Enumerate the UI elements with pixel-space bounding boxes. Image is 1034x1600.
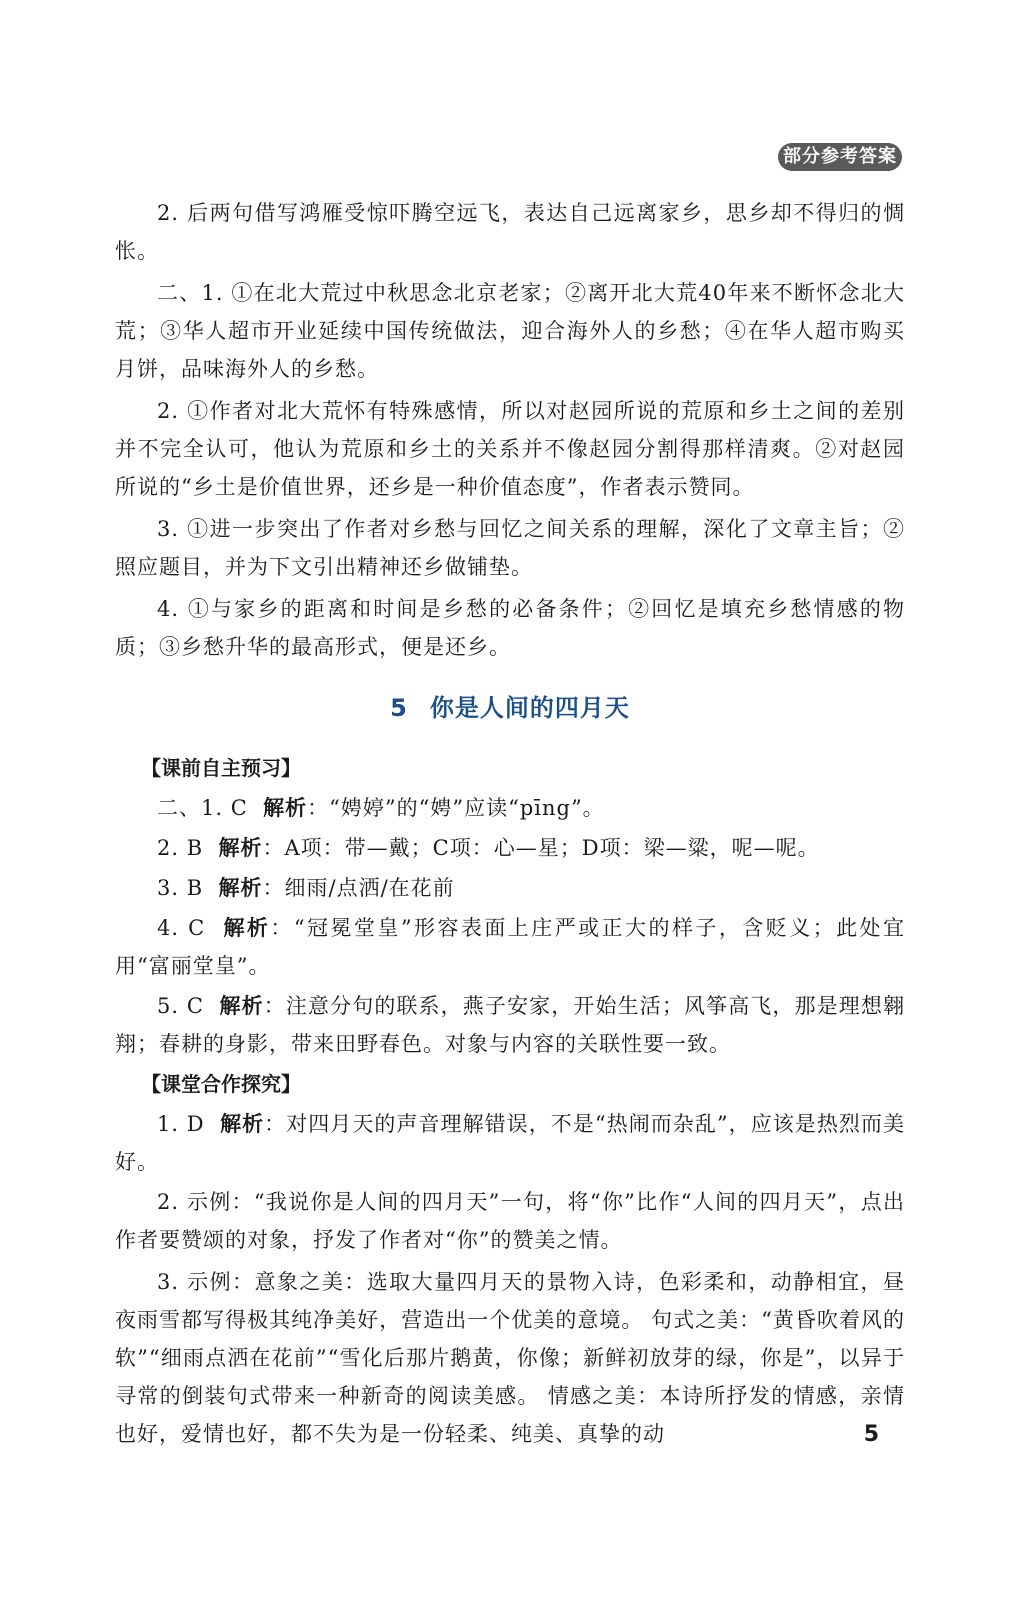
answer-prefix: 3. B — [157, 876, 204, 900]
answer-paragraph: 4. ①与家乡的距离和时间是乡愁的必备条件；②回忆是填充乡愁情感的物质；③乡愁升华的最高形式，便是还乡。 — [115, 597, 905, 659]
answer-prefix: 5. C — [157, 994, 204, 1018]
page-content — [115, 194, 905, 1457]
explore-answer-2: 2. 示例：“我说你是人间的四月天”一句，将“你”比作“人间的四月天”，点出作者要赞颂的对象，抒发了作者对“你”的赞美之情。 — [115, 1190, 905, 1252]
preview-answer-2 — [115, 829, 905, 867]
answer-paragraph: 二、1. ①在北大荒过中秋思念北京老家；②离开北大荒40年来不断怀念北大荒；③华人超市开业延续中国传统做法，迎合海外人的乡愁；④在华人超市购买月饼，品味海外人的乡愁。 — [115, 281, 905, 381]
answer-prefix: 二、1. C — [157, 796, 248, 820]
explore-answer-3: 3. 示例：意象之美：选取大量四月天的景物入诗，色彩柔和，动静相宜，昼夜雨雪都写得极其纯净美好，营造出一个优美的意境。 句式之美：“黄昏吹着风的软”“细雨点洒在花前”“雪化后那片鹅黄，你像；新鲜初放芽的绿，你是”，以异于寻常的倒装句式带来一种新奇的阅读美感。 情感之美：本诗所抒发的情感，亲情也好，爱情也好，都不失为是一份轻柔、纯美、真挚的动 — [115, 1270, 905, 1446]
answer-text: ：A项：带—戴；C项：心—星；D项：梁—粱，呢—呢。 — [262, 836, 820, 860]
answer-text: ：“娉婷”的“娉”应读“pīng”。 — [307, 796, 605, 820]
analysis-label: 解析 — [223, 916, 271, 940]
preview-answer-4 — [115, 909, 905, 985]
analysis-label: 解析 — [220, 1112, 265, 1136]
analysis-label: 解析 — [218, 836, 263, 860]
explore-heading: 【课堂合作探究】 — [141, 1072, 301, 1096]
answer-text: ：“冠冕堂皇”形容表面上庄严或正大的样子，含贬义；此处宜用“富丽堂皇”。 — [115, 916, 905, 978]
answer-paragraph: 2. 后两句借写鸿雁受惊吓腾空远飞，表达自己远离家乡，思乡却不得归的惆怅。 — [115, 201, 905, 263]
answer-text: ：注意分句的联系，燕子安家，开始生活；风筝高飞，那是理想翱翔；春耕的身影，带来田野春色。对象与内容的关联性要一致。 — [115, 994, 906, 1056]
answer-text: ：细雨/点洒/在花前 — [262, 876, 455, 900]
answer-paragraph: 3. ①进一步突出了作者对乡愁与回忆之间关系的理解，深化了文章主旨；②照应题目，并为下文引出精神还乡做铺垫。 — [115, 517, 905, 579]
page-number: 5 — [863, 1422, 879, 1447]
analysis-label: 解析 — [218, 876, 263, 900]
section-number: 5 — [390, 694, 408, 722]
answer-paragraph: 2. ①作者对北大荒怀有特殊感情，所以对赵园所说的荒原和乡土之间的差别并不完全认可，他认为荒原和乡土的关系并不像赵园分割得那样清爽。②对赵园所说的“乡土是价值世界，还乡是一种价值态度”，作者表示赞同。 — [115, 399, 905, 499]
preview-answer-3 — [115, 869, 905, 907]
section-badge: 部分参考答案 — [778, 143, 902, 171]
section-title-text: 你是人间的四月天 — [429, 694, 630, 722]
preview-answer-1 — [115, 789, 905, 827]
preview-answer-5 — [115, 987, 905, 1063]
explore-answer-1 — [115, 1105, 905, 1181]
answer-prefix: 2. B — [157, 836, 204, 860]
analysis-label: 解析 — [263, 796, 308, 820]
answer-prefix: 1. D — [157, 1112, 205, 1136]
answer-prefix: 4. C — [157, 916, 206, 940]
analysis-label: 解析 — [219, 994, 264, 1018]
answer-text: ：对四月天的声音理解错误，不是“热闹而杂乱”，应该是热烈而美好。 — [115, 1112, 905, 1174]
preview-heading: 【课前自主预习】 — [141, 756, 301, 780]
section-title — [115, 688, 905, 723]
